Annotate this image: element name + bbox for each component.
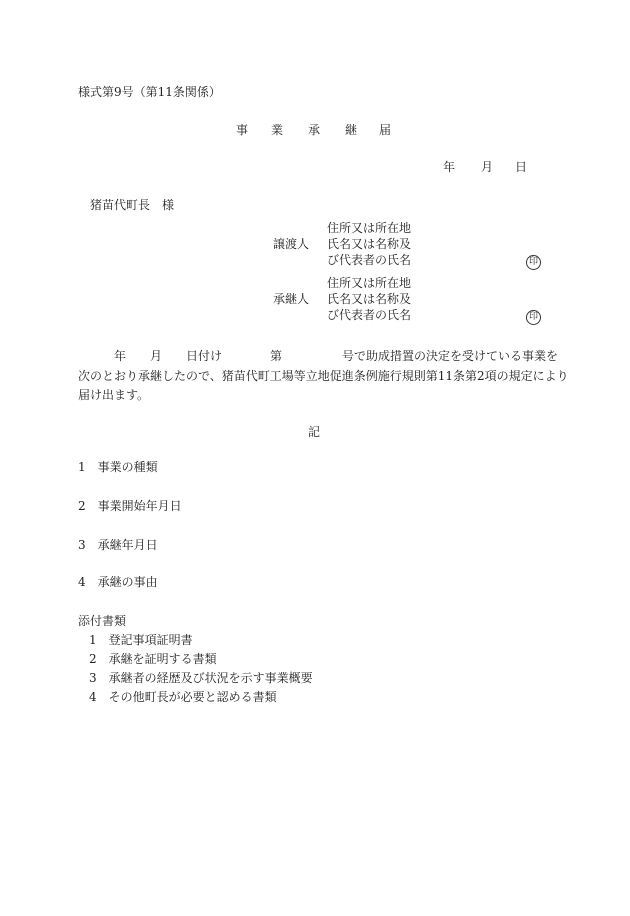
title-char: 届 [379,123,392,137]
item: 4 承継の事由 [78,575,158,589]
seal-mark-icon: 印 [526,255,541,270]
successor-line: 住所又は所在地 [327,276,412,290]
attachment-item: 4 その他町長が必要と認める書類 [89,690,277,704]
body-line: 届け出ます。 [78,388,150,402]
addressee: 猪苗代町長 様 [90,198,175,212]
date-day: 日 [515,160,528,174]
body-paragraph [78,347,569,406]
attachment-item: 3 承継者の経歴及び状況を示す事業概要 [89,671,313,685]
successor-line: 氏名又は名称及 [327,292,412,306]
form-number: 様式第9号（第11条関係） [78,85,221,99]
item: 1 事業の種類 [78,460,158,474]
title-char: 承 [308,123,321,137]
title-char: 継 [345,123,358,137]
transferor-line: 氏名又は名称及 [327,237,412,251]
item: 2 事業開始年月日 [78,499,182,513]
attachment-item: 1 登記事項証明書 [89,633,193,647]
date-year: 年 [443,160,456,174]
date-month: 月 [481,160,494,174]
body-line: 年 月 日付け 第 号で助成措置の決定を受けている事業を [78,349,559,363]
item: 3 承継年月日 [78,538,158,552]
body-line: 次のとおり承継したので、猪苗代町工場等立地促進条例施行規則第11条第2項の規定により [78,368,569,383]
transferor-label: 譲渡人 [273,237,310,251]
ki-heading: 記 [308,425,321,439]
title-char: 事 [236,123,249,137]
transferor-line: び代表者の氏名 [327,253,412,267]
seal-mark-icon: 印 [526,310,541,325]
title-char: 業 [271,123,284,137]
successor-line: び代表者の氏名 [327,308,412,322]
successor-label: 承継人 [273,292,310,306]
attachment-item: 2 承継を証明する書類 [89,652,217,666]
transferor-line: 住所又は所在地 [327,221,412,235]
attachments-heading: 添付書類 [78,614,127,628]
